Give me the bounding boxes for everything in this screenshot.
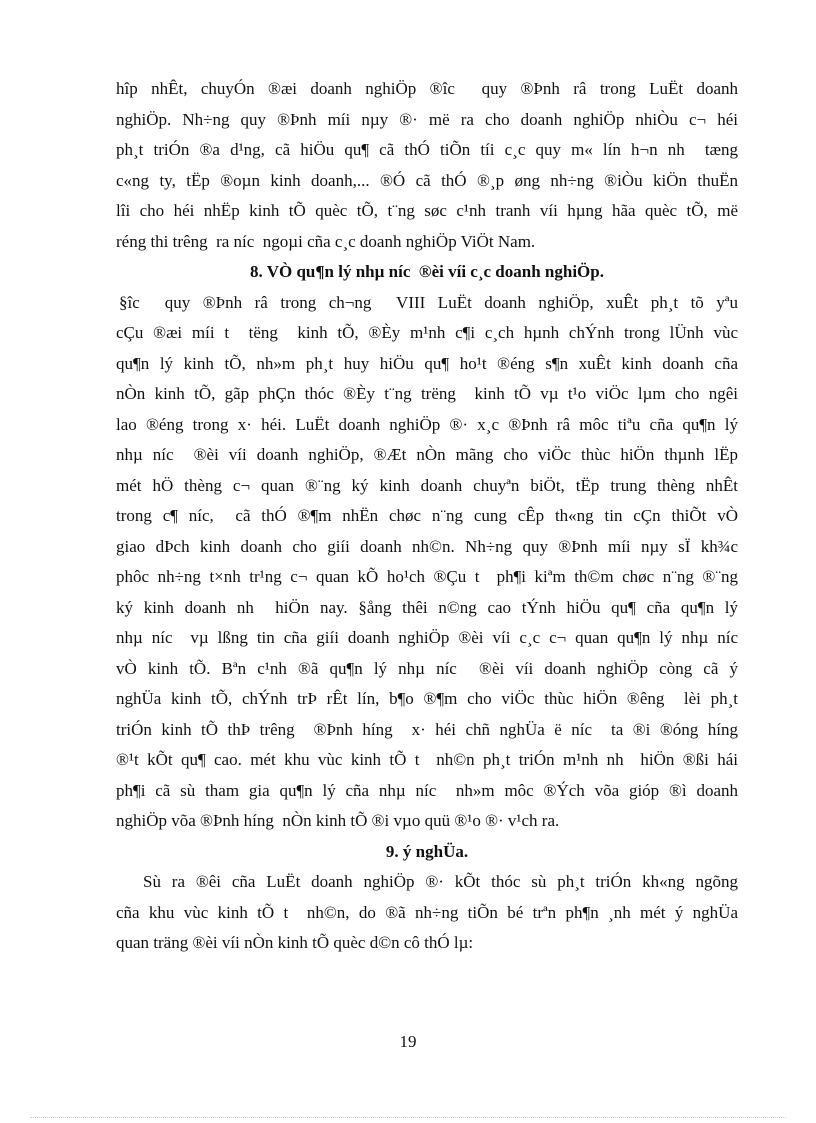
text-line: ®¹t kÕt qu¶ cao. mét khu vùc kinh tÕ t nh©n ph¸t triÓn m¹nh nh hiÖn ®ßi hái [116, 750, 738, 769]
text-line: trong c¶ níc, cã thÓ ®¶m nhËn chøc n¨ng cung cÊp th«ng tin cÇn thiÕt vÒ [116, 506, 738, 525]
text-line: réng thi trêng ra níc ngoµi cña c¸c doanh nghiÖp ViÖt Nam. [116, 231, 536, 251]
section-heading-8: 8. VÒ qu¶n lý nhµ níc ®èi víi c¸c doanh nghiÖp. [250, 262, 604, 281]
text-line: nghÜa kinh tÕ, chÝnh trÞ rÊt lín, b¶o ®¶m cho viÖc thùc hiÖn ®êng lèi ph¸t [116, 689, 738, 708]
paragraph-section-9 [116, 867, 738, 959]
text-line: phôc nh÷ng t×nh tr¹ng c¬ quan kÕ ho¹ch ®Çu t ph¶i kiªm th©m chøc n¨ng ®¨ng [116, 567, 738, 586]
paragraph-intro [116, 74, 738, 257]
text-line: hîp nhÊt, chuyÓn ®æi doanh nghiÖp ®îc quy ®Þnh râ trong LuËt doanh [116, 79, 738, 98]
text-line: giao dÞch kinh doanh cho giíi doanh nh©n. Nh÷ng quy ®Þnh míi nµy sÏ kh¾c [116, 536, 738, 556]
text-line: qu¶n lý kinh tÕ, nh»m ph¸t huy hiÖu qu¶ ho¹t ®éng s¶n xuÊt kinh doanh cña [116, 353, 738, 373]
text-line: §îc quy ®Þnh râ trong ch¬ng VIII LuËt doanh nghiÖp, xuÊt ph¸t tõ yªu [119, 292, 738, 312]
text-line: mét hÖ thèng c¬ quan ®¨ng ký kinh doanh chuyªn biÖt, tËp trung thèng nhÊt [116, 475, 738, 495]
page-body [116, 74, 738, 959]
text-line: lîi cho héi nhËp kinh tÕ quèc tÕ, t¨ng søc c¹nh tranh víi hµng hãa quèc tÕ, më [116, 201, 738, 220]
text-line: ph¸t triÓn ®a d¹ng, cã hiÖu qu¶ cã thÓ tiÕn tíi c¸c quy m« lín h¬n nh tæng [116, 140, 738, 159]
text-line: triÓn kinh tÕ thÞ trêng ®Þnh híng x· héi chñ nghÜa ë níc ta ®i ®óng híng [116, 719, 738, 739]
page-bottom-divider [30, 1117, 786, 1118]
text-line: lao ®éng trong x· héi. LuËt doanh nghiÖp ®· x¸c ®Þnh râ môc tiªu cña qu¶n lý [116, 414, 738, 434]
text-line: nhµ níc ®èi víi doanh nghiÖp, ®Æt nÒn mãng cho viÖc thùc hiÖn thµnh lËp [116, 445, 738, 464]
text-line: vÒ kinh tÕ. Bªn c¹nh ®ã qu¶n lý nhµ níc ®èi víi doanh nghiÖp còng cã ý [116, 658, 738, 678]
text-line: nghiÖp võa ®Þnh híng nÒn kinh tÕ ®i vµo quü ®¹o ®· v¹ch ra. [116, 811, 560, 830]
paragraph-section-8 [116, 288, 738, 837]
page-number: 19 [399, 1032, 417, 1051]
text-line: nhµ níc vµ lßng tin cña giíi doanh nghiÖp ®èi víi c¸c c¬ quan qu¶n lý nhµ níc [116, 628, 738, 647]
text-line: nghiÖp. Nh÷ng quy ®Þnh míi nµy ®· më ra cho doanh nghiÖp nhiÒu c¬ héi [116, 109, 738, 129]
text-line: quan träng ®èi víi nÒn kinh tÕ quèc d©n cô thÓ lµ: [116, 933, 474, 952]
text-line: cÇu ®æi míi t tëng kinh tÕ, ®Èy m¹nh c¶i c¸ch hµnh chÝnh trong lÜnh vùc [116, 323, 738, 342]
text-line: c«ng ty, tËp ®oµn kinh doanh,... ®Ó cã thÓ ®¸p øng nh÷ng ®iÒu kiÖn thuËn [116, 170, 738, 190]
section-heading-9: 9. ý nghÜa. [385, 841, 469, 861]
text-line: nÒn kinh tÕ, gãp phÇn thóc ®Èy t¨ng trëng kinh tÕ vµ t¹o viÖc lµm cho ngêi [116, 384, 738, 403]
text-line: ký kinh doanh nh hiÖn nay. §ång thêi n©ng cao tÝnh hiÖu qu¶ cña qu¶n lý [116, 597, 738, 617]
text-line: ph¶i cã sù tham gia qu¶n lý cña nhµ níc nh»m môc ®Ých võa gióp ®ì doanh [116, 780, 738, 800]
text-line: cña khu vùc kinh tÕ t nh©n, do ®ã nh÷ng tiÕn bé trªn ph¶n ¸nh mét ý nghÜa [116, 902, 738, 922]
text-line: Sù ra ®êi cña LuËt doanh nghiÖp ®· kÕt thóc sù ph¸t triÓn kh«ng ngõng [143, 872, 738, 891]
